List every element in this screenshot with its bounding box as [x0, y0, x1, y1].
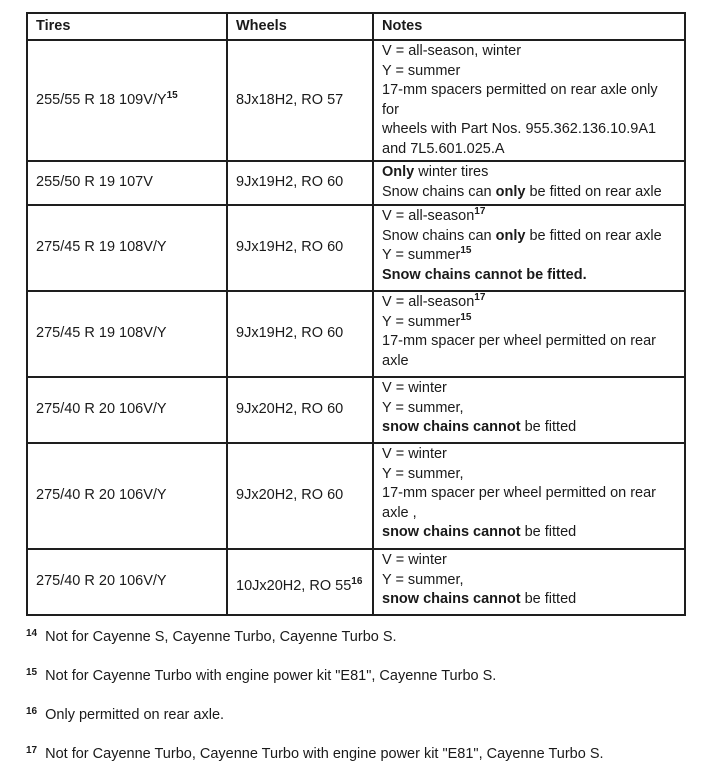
footnote — [26, 665, 686, 704]
wheel-cell — [227, 205, 373, 291]
footnote-ref: 15 — [460, 311, 472, 323]
tire-size-cell — [27, 377, 227, 443]
note-line — [382, 313, 676, 333]
note-text: wheels with Part Nos. 955.362.136.10.9A1 — [382, 121, 657, 137]
table-row — [27, 377, 685, 443]
note-line — [382, 227, 676, 247]
note-text: Y = summer — [382, 62, 461, 79]
note-line — [382, 504, 676, 524]
note-line — [382, 352, 676, 372]
note-line — [382, 140, 676, 160]
note-text: Y = summer, — [382, 571, 464, 588]
wheel-spec: 9Jx19H2, RO 60 — [236, 325, 344, 342]
note-text: V = all-season — [382, 208, 475, 224]
footnote-number: 16 — [26, 706, 38, 717]
footnote-number: 17 — [26, 745, 38, 756]
footnote-number: 14 — [26, 628, 38, 639]
note-line — [382, 332, 676, 352]
note-text: V = all-season, winter — [382, 43, 522, 59]
footnote-text: Only permitted on rear axle. — [45, 707, 225, 723]
notes-cell — [373, 291, 685, 377]
wheel-cell — [227, 549, 373, 615]
wheel-cell — [227, 291, 373, 377]
table-row — [27, 443, 685, 549]
note-text: V = all-season — [382, 294, 475, 310]
table-row — [27, 205, 685, 291]
note-text: Y = summer, — [382, 399, 464, 416]
footnote-ref: 17 — [474, 206, 486, 217]
note-emphasis: only — [495, 183, 526, 200]
note-line — [382, 42, 676, 62]
tire-size-cell — [27, 291, 227, 377]
footnote — [26, 626, 686, 665]
wheel-spec: 9Jx20H2, RO 60 — [236, 401, 344, 418]
note-text: axle , — [382, 504, 417, 521]
note-line — [382, 183, 676, 203]
notes-cell — [373, 205, 685, 291]
note-line — [382, 445, 676, 465]
footnote-number: 15 — [26, 667, 38, 678]
note-emphasis: Only — [382, 164, 415, 180]
header-notes: Notes — [373, 13, 685, 40]
note-line — [382, 484, 676, 504]
note-text: Snow chains can — [382, 227, 496, 244]
footnote-text: Not for Cayenne Turbo, Cayenne Turbo with engine power kit "E81", Cayenne Turbo S. — [45, 746, 604, 762]
note-text: axle — [382, 352, 409, 369]
note-text: be fitted — [520, 524, 577, 540]
note-text: be fitted on rear axle — [525, 183, 662, 200]
tire-size-cell — [27, 549, 227, 615]
tire-size: 275/40 R 20 106V/Y — [36, 487, 167, 504]
tire-size: 255/50 R 19 107V — [36, 174, 153, 191]
tire-size-cell — [27, 443, 227, 549]
note-emphasis: only — [495, 227, 526, 244]
tire-size: 275/45 R 19 108V/Y — [36, 325, 167, 342]
tire-size: 275/40 R 20 106V/Y — [36, 573, 167, 590]
note-text: 17-mm spacers permitted on rear axle only for — [382, 82, 658, 118]
note-emphasis: snow chains cannot — [382, 524, 521, 540]
note-emphasis: Snow chains cannot be fitted. — [382, 266, 587, 283]
tire-size: 275/45 R 19 108V/Y — [36, 239, 167, 256]
footnote-text: Not for Cayenne Turbo with engine power kit "E81", Cayenne Turbo S. — [45, 668, 497, 684]
tire-size: 255/55 R 18 109V/Y — [36, 91, 167, 108]
tire-size-cell — [27, 205, 227, 291]
footnote-ref: 15 — [166, 89, 178, 101]
note-line — [382, 551, 676, 571]
wheel-cell — [227, 40, 373, 161]
note-line — [382, 523, 676, 543]
note-text: V = winter — [382, 446, 447, 462]
note-line — [382, 163, 676, 183]
note-emphasis: snow chains cannot — [382, 419, 521, 435]
note-line — [382, 120, 676, 140]
wheel-spec: 10Jx20H2, RO 55 — [236, 578, 352, 595]
notes-cell — [373, 549, 685, 615]
table-row — [27, 40, 685, 161]
note-text: be fitted — [520, 419, 577, 435]
note-text: Y = summer, — [382, 465, 464, 482]
wheel-cell — [227, 443, 373, 549]
wheel-spec: 9Jx19H2, RO 60 — [236, 174, 344, 191]
table-row — [27, 291, 685, 377]
note-line — [382, 571, 676, 591]
note-text: Y = summer — [382, 313, 461, 330]
wheel-spec: 9Jx20H2, RO 60 — [236, 487, 344, 504]
footnote-ref: 15 — [460, 245, 472, 256]
table-row — [27, 549, 685, 615]
note-text: be fitted on rear axle — [525, 227, 662, 244]
note-line — [382, 379, 676, 399]
note-line — [382, 399, 676, 419]
footnotes — [26, 626, 686, 782]
note-line — [382, 207, 676, 227]
note-line — [382, 293, 676, 313]
footnote-ref: 17 — [474, 292, 486, 303]
note-text: Y = summer — [382, 247, 461, 263]
table-header-row — [27, 13, 685, 40]
wheel-spec: 8Jx18H2, RO 57 — [236, 91, 344, 108]
tire-size: 275/40 R 20 106V/Y — [36, 401, 167, 418]
header-tires: Tires — [27, 13, 227, 40]
note-line — [382, 81, 676, 120]
note-line — [382, 465, 676, 485]
footnote-text: Not for Cayenne S, Cayenne Turbo, Cayenne Turbo S. — [45, 629, 397, 645]
tire-size-cell — [27, 40, 227, 161]
header-wheels: Wheels — [227, 13, 373, 40]
wheel-spec: 9Jx19H2, RO 60 — [236, 239, 344, 256]
note-line — [382, 62, 676, 82]
note-text: and 7L5.601.025.A — [382, 140, 505, 157]
footnote — [26, 704, 686, 743]
notes-cell — [373, 377, 685, 443]
note-text: Snow chains can — [382, 183, 496, 200]
note-text: winter tires — [414, 164, 489, 180]
wheel-cell — [227, 377, 373, 443]
notes-cell — [373, 40, 685, 161]
note-text: be fitted — [520, 591, 577, 607]
wheel-cell — [227, 161, 373, 205]
note-text: 17-mm spacer per wheel permitted on rear — [382, 333, 657, 349]
table-row — [27, 161, 685, 205]
tire-wheel-table — [26, 12, 686, 616]
footnote — [26, 743, 686, 782]
notes-cell — [373, 443, 685, 549]
notes-cell — [373, 161, 685, 205]
tire-size-cell — [27, 161, 227, 205]
note-emphasis: snow chains cannot — [382, 591, 521, 607]
note-text: 17-mm spacer per wheel permitted on rear — [382, 485, 657, 501]
note-text: V = winter — [382, 380, 447, 396]
note-line — [382, 266, 676, 286]
footnote-ref: 16 — [351, 576, 363, 588]
note-line — [382, 246, 676, 266]
note-line — [382, 418, 676, 438]
note-line — [382, 590, 676, 610]
note-text: V = winter — [382, 552, 447, 568]
